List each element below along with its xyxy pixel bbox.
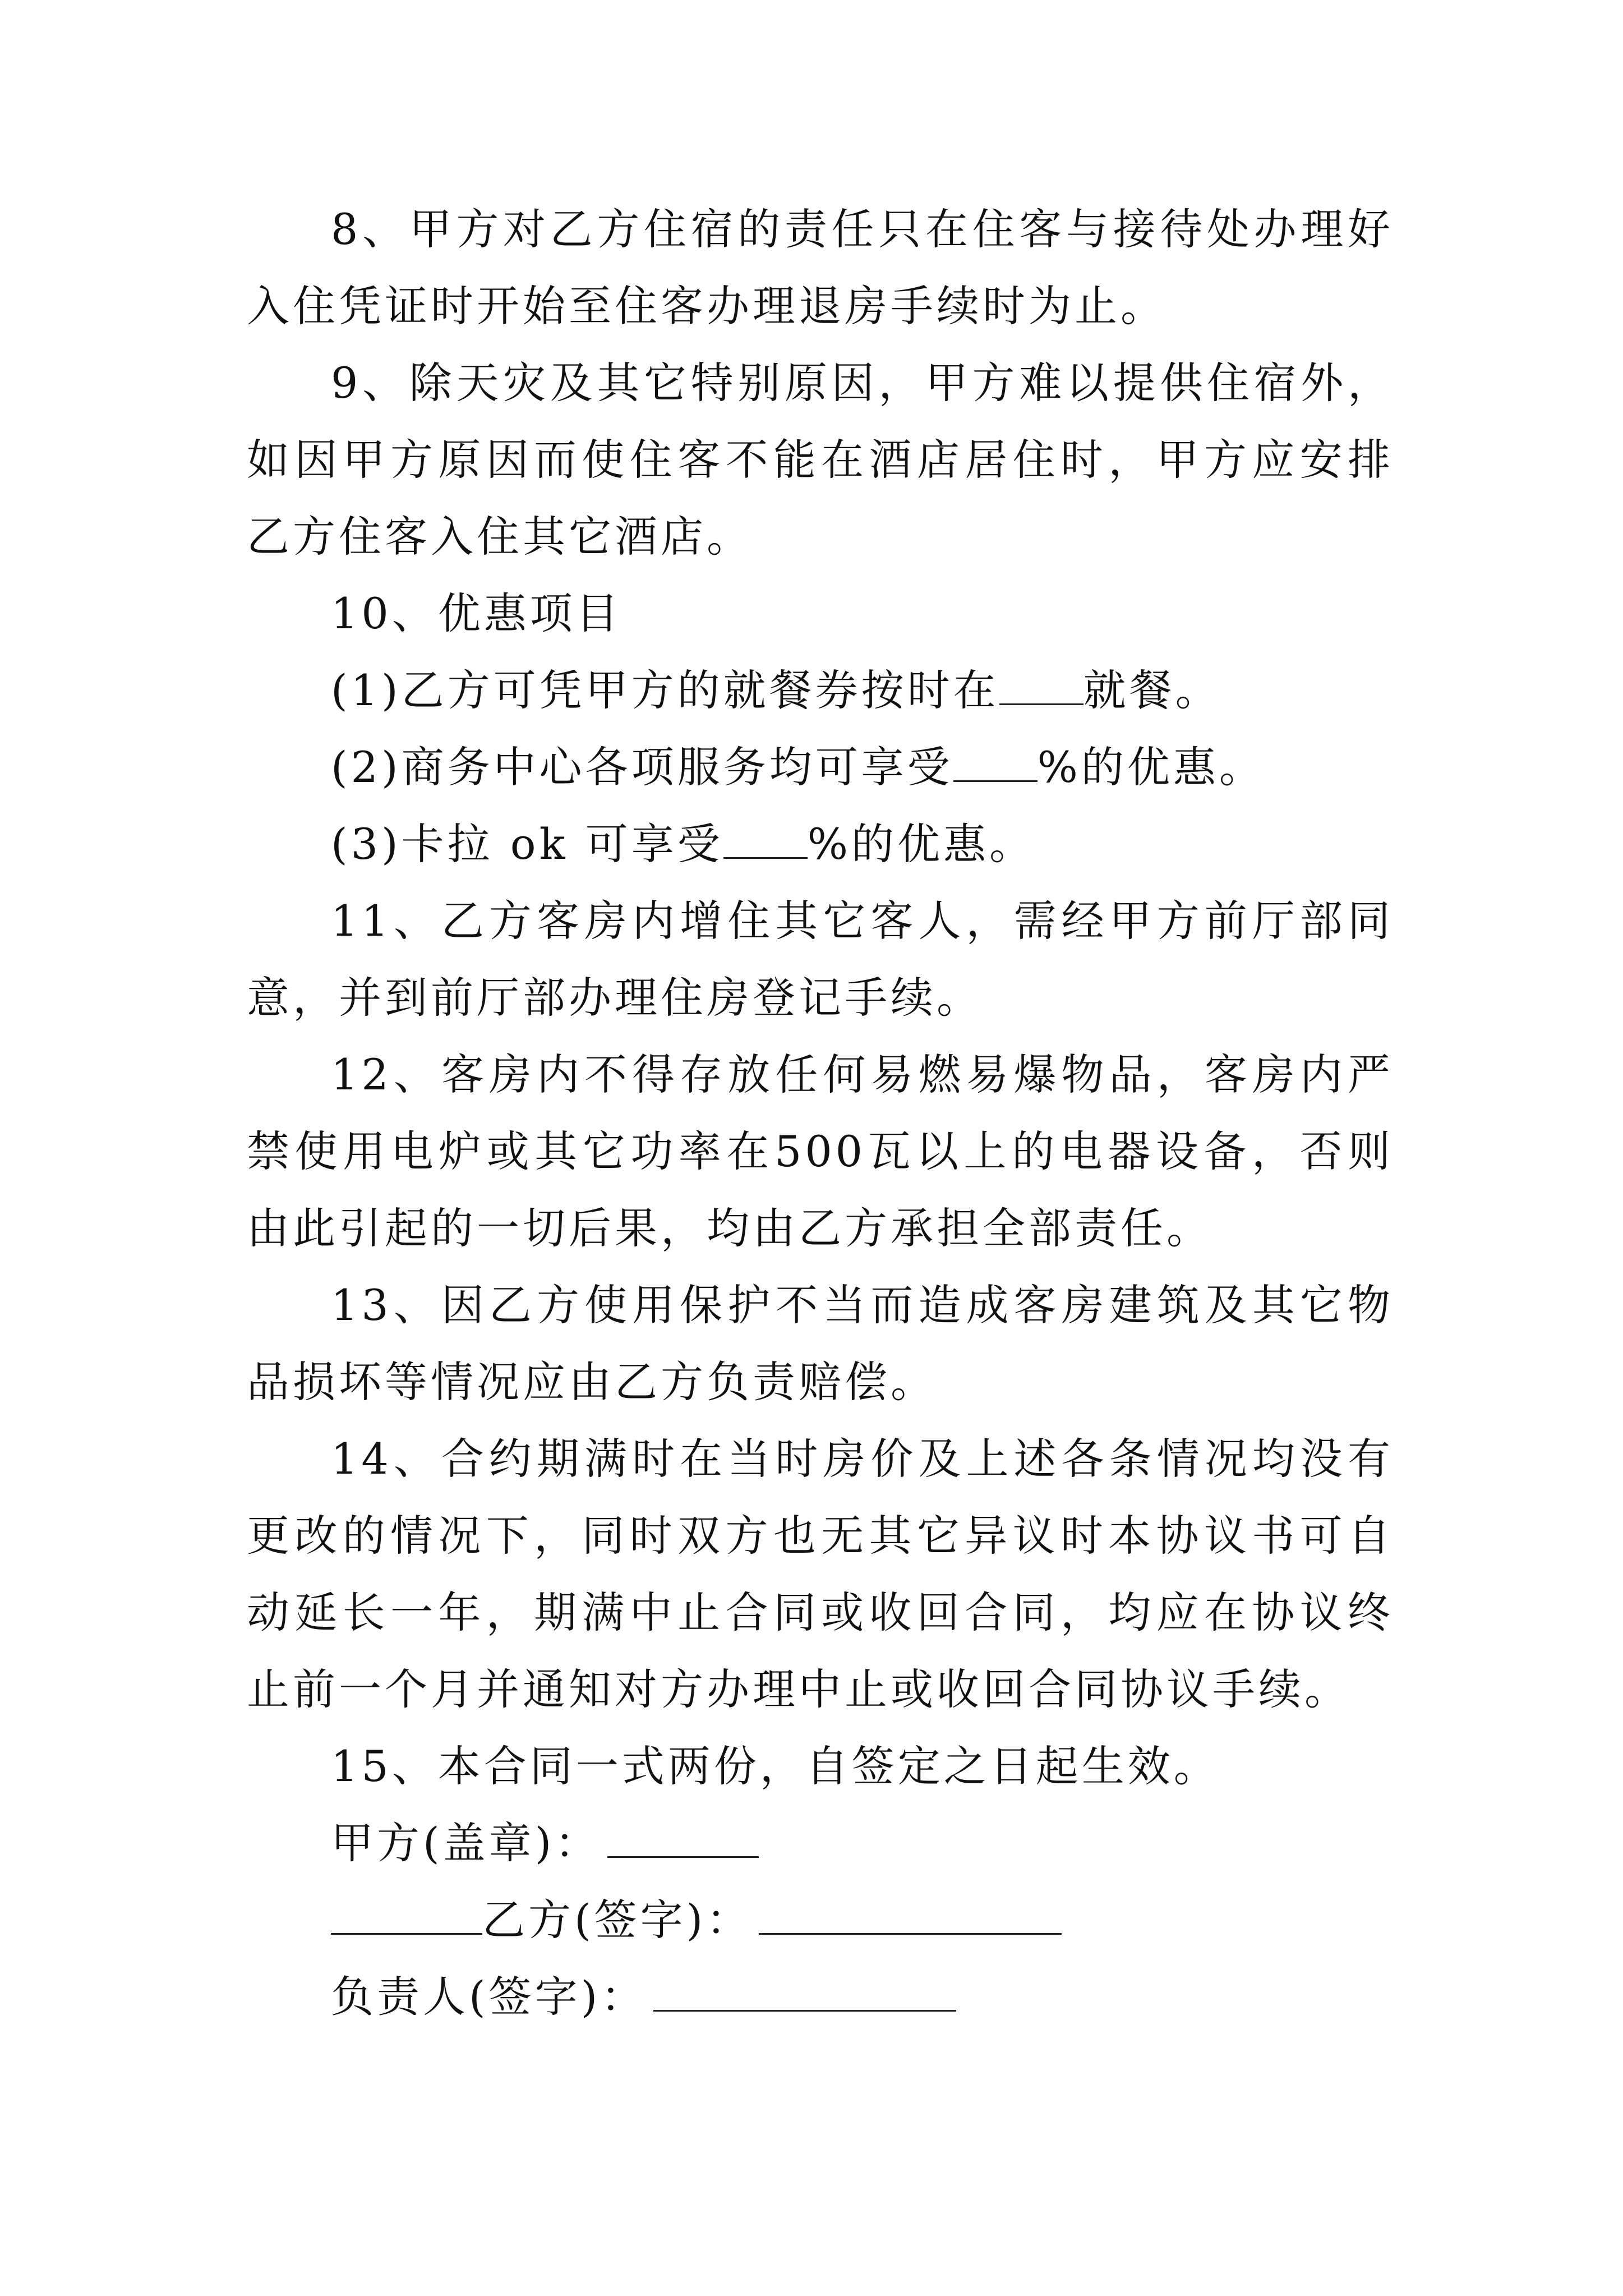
discount-item-2-text: (2)商务中心各项服务均可享受	[331, 742, 953, 792]
party-b-leading-blank[interactable]	[331, 1894, 482, 1935]
discount-item-2	[247, 729, 1394, 806]
discount-item-3	[247, 806, 1394, 882]
party-a-seal-blank[interactable]	[607, 1817, 759, 1858]
karaoke-discount-blank[interactable]	[723, 818, 808, 859]
clause-8: 8、甲方对乙方住宿的责任只在住客与接待处办理好入住凭证时开始至住客办理退房手续时为止。	[247, 204, 1394, 331]
discount-item-1-suffix: 就餐。	[1083, 665, 1221, 715]
clause-13: 13、因乙方使用保护不当而造成客房建筑及其它物品损坏等情况应由乙方负责赔偿。	[247, 1280, 1394, 1407]
discount-item-3-text: (3)卡拉 ok 可享受	[331, 819, 723, 869]
clause-12: 12、客房内不得存放任何易燃易爆物品，客房内严禁使用电炉或其它功率在500瓦以上的电器设备，否则由此引起的一切后果，均由乙方承担全部责任。	[247, 1050, 1394, 1253]
discount-item-2-suffix: %的优惠。	[1037, 742, 1265, 792]
discount-item-1-text: (1)乙方可凭甲方的就餐券按时在	[331, 665, 999, 715]
party-b-label: 乙方(签字)：	[482, 1895, 753, 1945]
party-a-label: 甲方(盖章)：	[331, 1818, 601, 1868]
discount-item-1	[247, 652, 1394, 729]
business-discount-blank[interactable]	[953, 741, 1038, 782]
clause-14: 14、合约期满时在当时房价及上述各条情况均没有更改的情况下，同时双方也无其它异议时本协议书可自动延长一年，期满中止合同或收回合同，均应在协议终止前一个月并通知对方办理中止或收回合同协议手续。	[247, 1434, 1394, 1714]
clause-11: 11、乙方客房内增住其它客人，需经甲方前厅部同意，并到前厅部办理住房登记手续。	[247, 896, 1394, 1023]
dining-location-blank[interactable]	[999, 664, 1083, 705]
signature-responsible	[247, 1958, 1394, 2035]
responsible-signature-blank[interactable]	[653, 1971, 956, 2012]
party-b-signature-blank[interactable]	[759, 1894, 1062, 1935]
signature-party-b	[247, 1881, 1394, 1958]
clause-9: 9、除天灾及其它特别原因，甲方难以提供住宿外，如因甲方原因而使住客不能在酒店居住时，甲方应安排乙方住客入住其它酒店。	[247, 358, 1394, 562]
responsible-label: 负责人(签字)：	[331, 1972, 647, 2022]
signature-party-a	[247, 1805, 1394, 1881]
discount-item-3-suffix: %的优惠。	[807, 819, 1035, 869]
clause-10-heading: 10、优惠项目	[331, 588, 622, 638]
contract-body	[247, 191, 1394, 2035]
clause-15: 15、本合同一式两份，自签定之日起生效。	[331, 1741, 1220, 1791]
